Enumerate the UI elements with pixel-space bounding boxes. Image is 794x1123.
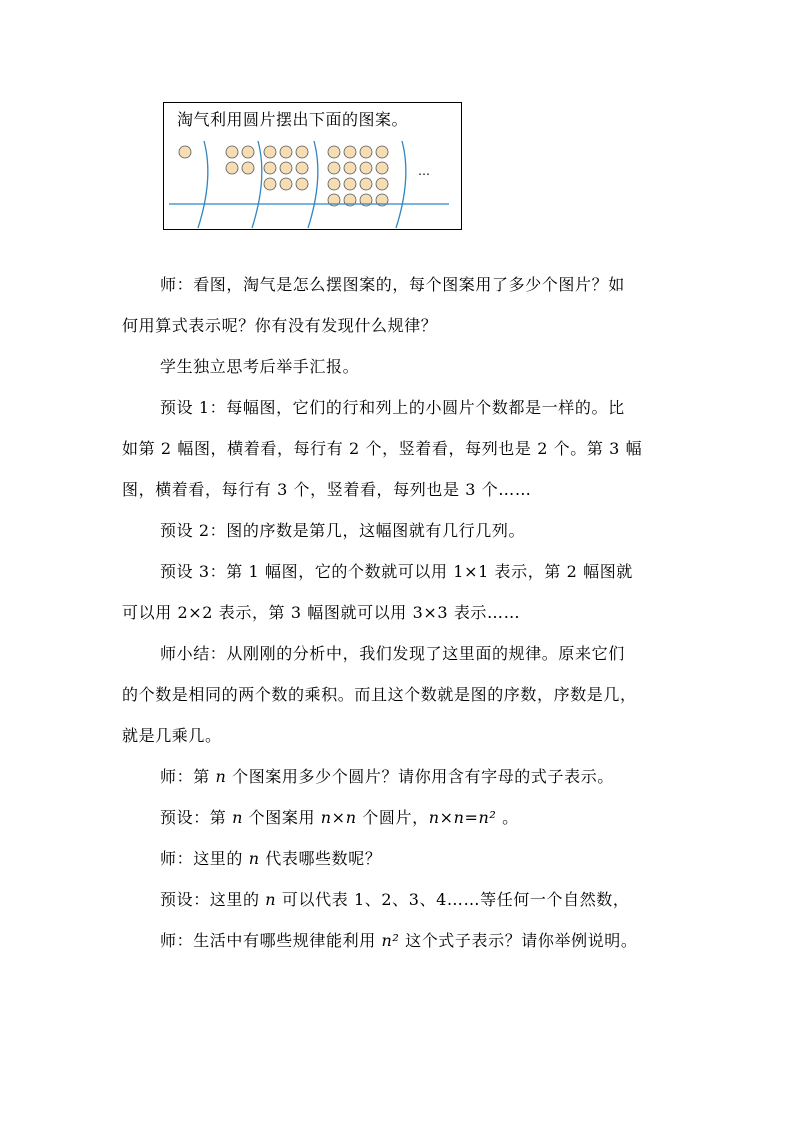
disc-pattern-3 bbox=[296, 178, 308, 190]
separator-line-4 bbox=[396, 141, 406, 228]
disc-pattern-4 bbox=[328, 146, 340, 158]
q2-pre: 师：这里的 bbox=[160, 849, 249, 868]
paragraph-summary-cont: 的个数是相同的两个数的乘积。而且这个数就是图的序数，序数是几， bbox=[122, 685, 637, 704]
a1-mid: 个图案用 bbox=[243, 808, 321, 827]
disc-pattern-2 bbox=[242, 146, 254, 158]
separator-line-3 bbox=[308, 141, 318, 228]
a2-var: n bbox=[265, 890, 277, 909]
disc-pattern-4 bbox=[328, 178, 340, 190]
disc-pattern-3 bbox=[264, 146, 276, 158]
q2-post: 代表哪些数呢？ bbox=[259, 849, 382, 868]
pattern-diagram bbox=[164, 103, 463, 231]
paragraph-teacher-question-cont: 何用算式表示呢？你有没有发现什么规律？ bbox=[122, 316, 438, 335]
disc-pattern-3 bbox=[296, 162, 308, 174]
pattern-figure bbox=[163, 102, 462, 230]
figure-caption: 淘气利用圆片摆出下面的图案。 bbox=[177, 110, 409, 129]
q3-var: n² bbox=[381, 931, 400, 950]
a2-post: 可以代表 1、2、3、4……等任何一个自然数， bbox=[276, 890, 630, 909]
q1-pre: 师：第 bbox=[160, 767, 216, 786]
disc-pattern-3 bbox=[280, 162, 292, 174]
a1-eq: n×n=n² bbox=[428, 808, 497, 827]
paragraph-preset-1-end: 图，横着看，每行有 3 个，竖着看，每列也是 3 个…… bbox=[122, 480, 532, 499]
disc-pattern-4 bbox=[360, 162, 372, 174]
a1-expr: n×n bbox=[320, 808, 357, 827]
disc-pattern-3 bbox=[264, 162, 276, 174]
q2-var: n bbox=[248, 849, 260, 868]
disc-pattern-1 bbox=[179, 146, 191, 158]
disc-pattern-4 bbox=[376, 146, 388, 158]
paragraph-question-n bbox=[160, 767, 720, 787]
q1-var: n bbox=[215, 767, 227, 786]
disc-pattern-2 bbox=[226, 162, 238, 174]
paragraph-question-life bbox=[160, 931, 720, 951]
disc-pattern-3 bbox=[280, 178, 292, 190]
a1-end: 。 bbox=[496, 808, 519, 827]
paragraph-students: 学生独立思考后举手汇报。 bbox=[160, 357, 360, 376]
q3-post: 这个式子表示？请你举例说明。 bbox=[399, 931, 638, 950]
a2-pre: 预设：这里的 bbox=[160, 890, 266, 909]
ellipsis-text: … bbox=[418, 164, 430, 178]
paragraph-teacher-question: 师：看图，淘气是怎么摆图案的，每个图案用了多少个图片？如 bbox=[160, 275, 625, 294]
paragraph-preset-3-cont: 可以用 2×2 表示，第 3 幅图就可以用 3×3 表示…… bbox=[122, 603, 521, 622]
disc-pattern-2 bbox=[242, 162, 254, 174]
paragraph-question-n-meaning bbox=[160, 849, 720, 869]
paragraph-answer-n-meaning bbox=[160, 890, 720, 910]
paragraph-answer-n bbox=[160, 808, 720, 828]
paragraph-preset-1: 预设 1：每幅图，它们的行和列上的小圆片个数都是一样的。比 bbox=[160, 398, 625, 417]
paragraph-preset-3: 预设 3：第 1 幅图，它的个数就可以用 1×1 表示，第 2 幅图就 bbox=[160, 562, 633, 581]
q3-pre: 师：生活中有哪些规律能利用 bbox=[160, 931, 382, 950]
disc-pattern-4 bbox=[328, 162, 340, 174]
disc-pattern-4 bbox=[344, 162, 356, 174]
paragraph-preset-2: 预设 2：图的序数是第几，这幅图就有几行几列。 bbox=[160, 521, 526, 540]
paragraph-preset-1-cont: 如第 2 幅图，横着看，每行有 2 个，竖着看，每列也是 2 个。第 3 幅 bbox=[122, 439, 643, 458]
disc-pattern-4 bbox=[360, 146, 372, 158]
disc-pattern-3 bbox=[296, 146, 308, 158]
paragraph-summary: 师小结：从刚刚的分析中，我们发现了这里面的规律。原来它们 bbox=[160, 644, 625, 663]
a1-pre: 预设：第 bbox=[160, 808, 233, 827]
disc-pattern-4 bbox=[376, 178, 388, 190]
disc-pattern-4 bbox=[376, 162, 388, 174]
q1-post: 个图案用多少个圆片？请你用含有字母的式子表示。 bbox=[226, 767, 614, 786]
disc-pattern-4 bbox=[344, 146, 356, 158]
a1-mid2: 个圆片， bbox=[356, 808, 429, 827]
separator-line-1 bbox=[198, 141, 208, 228]
disc-pattern-3 bbox=[280, 146, 292, 158]
disc-pattern-2 bbox=[226, 146, 238, 158]
a1-var: n bbox=[232, 808, 243, 827]
disc-pattern-4 bbox=[360, 178, 372, 190]
disc-pattern-3 bbox=[264, 178, 276, 190]
disc-pattern-4 bbox=[344, 178, 356, 190]
paragraph-summary-end: 就是几乘几。 bbox=[122, 726, 222, 745]
